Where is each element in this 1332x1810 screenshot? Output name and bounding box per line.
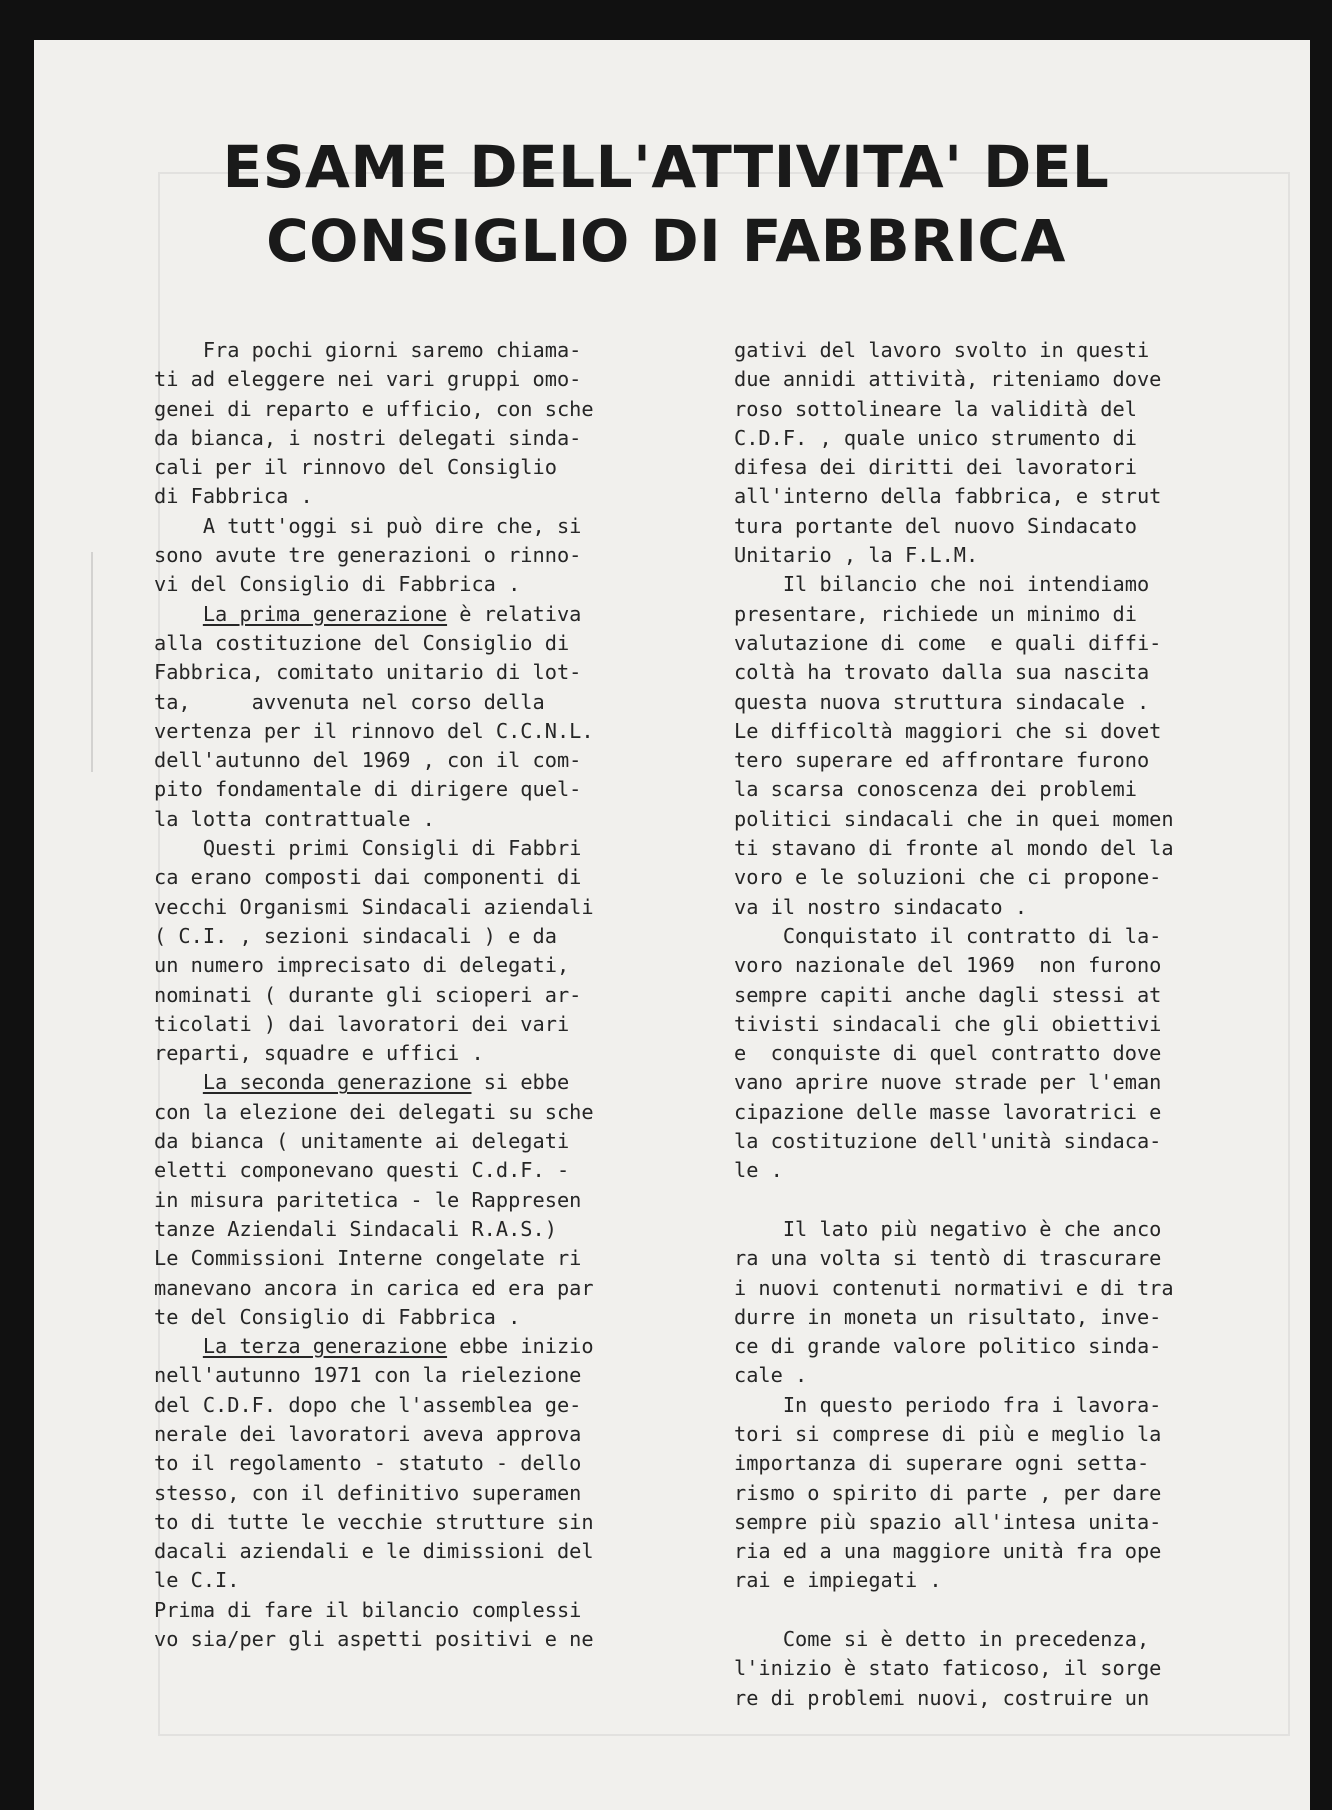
text-line: del C.D.F. dopo che l'assemblea ge- xyxy=(154,1392,582,1417)
left-text-column xyxy=(154,336,694,1654)
text-line: La prima generazione è relativa xyxy=(202,601,582,626)
text-line: nell'autunno 1971 con la rielezione xyxy=(154,1363,582,1388)
text-line: politici sindacali che in quei momen xyxy=(734,806,1174,831)
text-line: ce di grande valore politico sinda- xyxy=(734,1334,1162,1359)
text-line: tura portante del nuovo Sindacato xyxy=(734,513,1137,538)
text-line: voro nazionale del 1969 non furono xyxy=(734,953,1162,978)
text-line: vecchi Organismi Sindacali aziendali xyxy=(154,894,594,919)
text-line: da bianca ( unitamente ai delegati xyxy=(154,1129,570,1154)
text-line: importanza di superare ogni setta- xyxy=(734,1451,1150,1476)
text-line: cale . xyxy=(734,1363,808,1388)
text-line: le C.I. xyxy=(154,1568,240,1593)
text-line: La seconda generazione si ebbe xyxy=(202,1070,570,1095)
underlined-heading: La prima generazione xyxy=(202,601,448,626)
text-line: va il nostro sindacato . xyxy=(734,894,1028,919)
text-line: valutazione di come e quali diffi- xyxy=(734,630,1162,655)
text-line: Il bilancio che noi intendiamo xyxy=(734,572,1150,597)
text-line: Questi primi Consigli di Fabbri xyxy=(154,836,582,861)
text-line: C.D.F. , quale unico strumento di xyxy=(734,425,1137,450)
text-line: nominati ( durante gli scioperi ar- xyxy=(154,982,582,1007)
text-line: In questo periodo fra i lavora- xyxy=(734,1392,1162,1417)
text-line: di Fabbrica . xyxy=(154,484,313,509)
text-line: ca erano composti dai componenti di xyxy=(154,865,582,890)
text-line: vertenza per il rinnovo del C.C.N.L. xyxy=(154,718,594,743)
text-line: un numero imprecisato di delegati, xyxy=(154,953,570,978)
text-line: re di problemi nuovi, costruire un xyxy=(734,1685,1150,1710)
text-line: A tutt'oggi si può dire che, si xyxy=(154,513,582,538)
text-line: la costituzione dell'unità sindaca- xyxy=(734,1129,1162,1154)
text-line xyxy=(734,1596,1274,1625)
text-line: Fabbrica, comitato unitario di lot- xyxy=(154,660,582,685)
text-line: cipazione delle masse lavoratrici e xyxy=(734,1099,1162,1124)
text-line: tero superare ed affrontare furono xyxy=(734,748,1150,773)
text-line: tivisti sindacali che gli obiettivi xyxy=(734,1011,1162,1036)
text-line: alla costituzione del Consiglio di xyxy=(154,630,570,655)
text-line: cali per il rinnovo del Consiglio xyxy=(154,455,557,480)
text-line: vano aprire nuove strade per l'eman xyxy=(734,1070,1162,1095)
text-line: pito fondamentale di dirigere quel- xyxy=(154,777,582,802)
text-line: vi del Consiglio di Fabbrica . xyxy=(154,572,521,597)
text-line: ( C.I. , sezioni sindacali ) e da xyxy=(154,923,557,948)
underlined-heading: La terza generazione xyxy=(202,1334,448,1359)
text-line: Unitario , la F.L.M. xyxy=(734,543,979,568)
text-line xyxy=(734,1186,1274,1215)
text-line: presentare, richiede un minimo di xyxy=(734,601,1137,626)
text-line: eletti componevano questi C.d.F. - xyxy=(154,1158,570,1183)
text-line: durre in moneta un risultato, inve- xyxy=(734,1304,1162,1329)
text-line: stesso, con il definitivo superamen xyxy=(154,1480,582,1505)
text-line: ti stavano di fronte al mondo del la xyxy=(734,836,1174,861)
text-line: tori si comprese di più e meglio la xyxy=(734,1421,1162,1446)
text-line: rai e impiegati . xyxy=(734,1568,942,1593)
text-line: da bianca, i nostri delegati sinda- xyxy=(154,425,582,450)
text-line: ria ed a una maggiore unità fra ope xyxy=(734,1539,1162,1564)
text-line: la scarsa conoscenza dei problemi xyxy=(734,777,1137,802)
title-line-1: ESAME DELL'ATTIVITA' DEL xyxy=(222,133,1110,201)
title-line-2: CONSIGLIO DI FABBRICA xyxy=(266,207,1066,275)
text-line: Le difficoltà maggiori che si dovet xyxy=(734,718,1162,743)
text-line: in misura paritetica - le Rappresen xyxy=(154,1187,582,1212)
text-line: rismo o spirito di parte , per dare xyxy=(734,1480,1162,1505)
page-title xyxy=(0,130,1332,278)
text-line: l'inizio è stato faticoso, il sorge xyxy=(734,1656,1162,1681)
text-line: nerale dei lavoratori aveva approva xyxy=(154,1421,582,1446)
text-line: le . xyxy=(734,1158,783,1183)
text-line: con la elezione dei delegati su sche xyxy=(154,1099,594,1124)
text-line: to di tutte le vecchie strutture sin xyxy=(154,1509,594,1534)
text-line: manevano ancora in carica ed era par xyxy=(154,1275,594,1300)
text-line: to il regolamento - statuto - dello xyxy=(154,1451,582,1476)
text-line: dell'autunno del 1969 , con il com- xyxy=(154,748,582,773)
text-line: questa nuova struttura sindacale . xyxy=(734,689,1150,714)
text-line: ra una volta si tentò di trascurare xyxy=(734,1246,1162,1271)
underlined-heading: La seconda generazione xyxy=(202,1070,472,1095)
margin-mark xyxy=(91,552,93,772)
text-line: Conquistato il contratto di la- xyxy=(734,923,1162,948)
text-line: voro e le soluzioni che ci propone- xyxy=(734,865,1162,890)
text-line: La terza generazione ebbe inizio xyxy=(202,1334,594,1359)
text-line: ta, avvenuta nel corso della xyxy=(154,689,545,714)
right-text-column xyxy=(734,336,1274,1713)
text-line: la lotta contrattuale . xyxy=(154,806,435,831)
text-line: ticolati ) dai lavoratori dei vari xyxy=(154,1011,570,1036)
text-line: coltà ha trovato dalla sua nascita xyxy=(734,660,1150,685)
text-line: i nuovi contenuti normativi e di tra xyxy=(734,1275,1174,1300)
text-line: sempre capiti anche dagli stessi at xyxy=(734,982,1162,1007)
text-line: Prima di fare il bilancio complessi xyxy=(154,1597,582,1622)
text-line: sono avute tre generazioni o rinno- xyxy=(154,543,582,568)
text-line: te del Consiglio di Fabbrica . xyxy=(154,1304,521,1329)
text-line: dacali aziendali e le dimissioni del xyxy=(154,1539,594,1564)
text-line: all'interno della fabbrica, e strut xyxy=(734,484,1162,509)
text-line: ti ad eleggere nei vari gruppi omo- xyxy=(154,367,582,392)
text-line: tanze Aziendali Sindacali R.A.S.) xyxy=(154,1216,557,1241)
text-line: gativi del lavoro svolto in questi xyxy=(734,338,1150,362)
text-line: Il lato più negativo è che anco xyxy=(734,1216,1162,1241)
text-line: sempre più spazio all'intesa unita- xyxy=(734,1509,1162,1534)
text-line: roso sottolineare la validità del xyxy=(734,396,1137,421)
text-line: difesa dei diritti dei lavoratori xyxy=(734,455,1137,480)
text-line: Le Commissioni Interne congelate ri xyxy=(154,1246,582,1271)
text-line: Come si è detto in precedenza, xyxy=(734,1627,1150,1652)
text-line: genei di reparto e ufficio, con sche xyxy=(154,396,594,421)
text-line: due annidi attività, riteniamo dove xyxy=(734,367,1162,392)
text-line: reparti, squadre e uffici . xyxy=(154,1041,484,1066)
text-line: e conquiste di quel contratto dove xyxy=(734,1041,1162,1066)
text-line: Fra pochi giorni saremo chiama- xyxy=(154,338,582,362)
text-line: vo sia/per gli aspetti positivi e ne xyxy=(154,1627,594,1652)
